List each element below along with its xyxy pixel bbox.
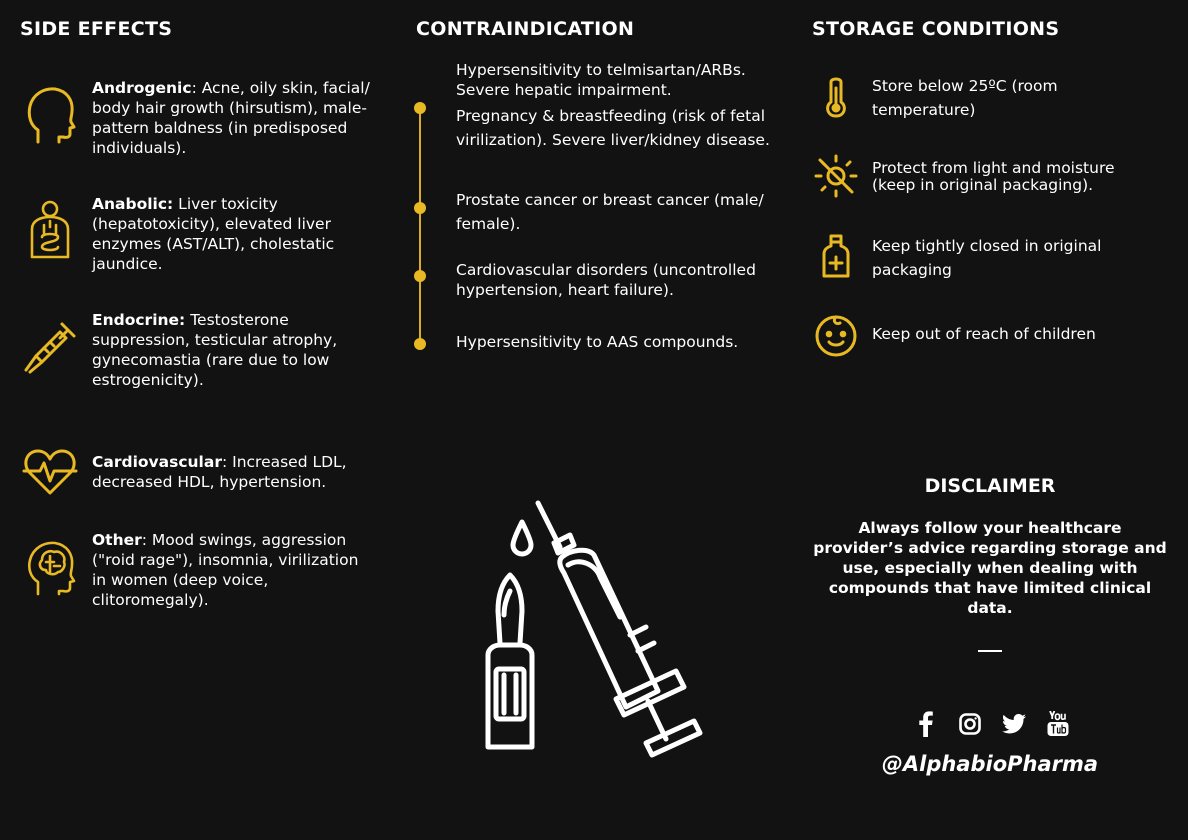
timeline-dot: [414, 202, 426, 214]
contraindication-item: Prostate cancer or breast cancer (male/ female).: [456, 191, 764, 233]
contraindication-item: Pregnancy & breastfeeding (risk of fetal virilization). Severe liver/kidney disease.: [456, 107, 770, 149]
storage-temperature: Store below 25ºC (room temperature): [872, 77, 1058, 119]
disclaimer-body: Always follow your healthcare provider’s advice regarding storage and use, especially when dealing with compounds that have limited clinical data.: [813, 519, 1167, 617]
head-profile-icon: [20, 85, 80, 145]
contraindication-item: Hypersensitivity to telmisartan/ARBs. Severe hepatic impairment.: [456, 61, 746, 99]
disclaimer-title: DISCLAIMER: [924, 475, 1056, 497]
timeline-dot: [414, 270, 426, 282]
side-effects-title: SIDE EFFECTS: [20, 18, 173, 40]
contraindication-item: Cardiovascular disorders (uncontrolled hypertension, heart failure).: [456, 261, 756, 299]
youtube-icon[interactable]: [1044, 708, 1072, 740]
contraindication-item: Hypersensitivity to AAS compounds.: [456, 333, 739, 351]
facebook-icon[interactable]: [912, 708, 940, 740]
twitter-icon[interactable]: [1000, 708, 1028, 740]
social-handle[interactable]: @AlphabioPharma: [881, 752, 1099, 776]
contraindication-title: CONTRAINDICATION: [416, 18, 635, 40]
no-sun-icon: [812, 152, 860, 200]
instagram-icon[interactable]: [956, 708, 984, 740]
side-effect-cardiovascular: Cardiovascular: Increased LDL, decreased HDL, hypertension.: [92, 453, 347, 491]
side-effect-androgenic: Androgenic: Acne, oily skin, facial/ body hair growth (hirsutism), male-pattern baldness (in predisposed individuals).: [92, 79, 370, 157]
side-effect-other: Other: Mood swings, aggression ("roid rage"), insomnia, virilization in women (deep voice, clitoromegaly).: [92, 531, 359, 609]
storage-title: STORAGE CONDITIONS: [812, 18, 1060, 40]
brain-head-icon: [20, 538, 80, 598]
storage-closed: Keep tightly closed in original packaging: [872, 237, 1102, 279]
bottle-icon: [812, 232, 860, 280]
storage-children: Keep out of reach of children: [872, 325, 1096, 343]
torso-organs-icon: [20, 200, 80, 260]
baby-face-icon: [812, 312, 860, 360]
side-effect-endocrine: Endocrine: Testosterone suppression, testicular atrophy, gynecomastia (rare due to low estrogenicity).: [92, 311, 338, 389]
syringe-icon: [20, 318, 80, 378]
ampoule-syringe-illustration: [470, 495, 710, 764]
side-effect-anabolic: Anabolic: Liver toxicity (hepatotoxicity), elevated liver enzymes (AST/ALT), cholestatic jaundice.: [92, 195, 335, 273]
storage-light: Protect from light and moisture (keep in original packaging).: [872, 159, 1115, 194]
thermometer-icon: [812, 72, 860, 120]
social-links: [912, 708, 1072, 740]
divider: [978, 650, 1002, 652]
timeline-dot: [414, 338, 426, 350]
timeline-dot: [414, 102, 426, 114]
heart-pulse-icon: [20, 442, 80, 502]
timeline-line: [419, 106, 421, 344]
